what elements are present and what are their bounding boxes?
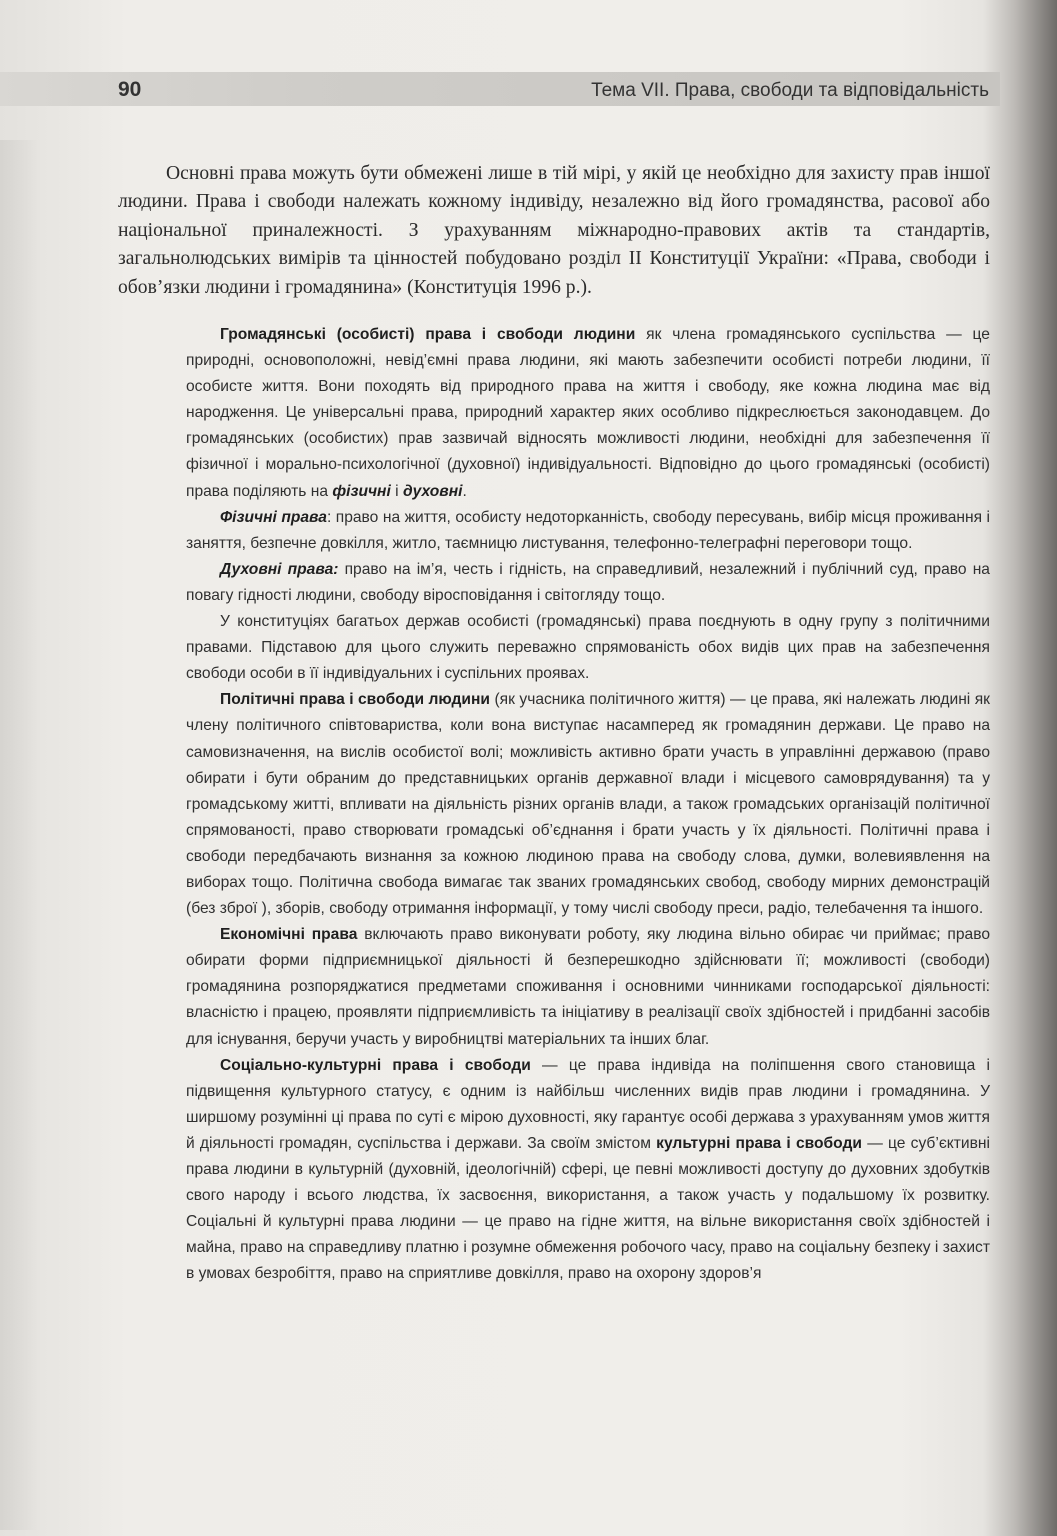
term-spiritual: духовні: [402, 482, 463, 500]
term-civil-rights: Громадянські (особисті) права і свободи людини: [220, 326, 636, 343]
intro-text: Основні права можуть бути обмежені лише в тій мірі, у якій це необхідно для захисту прав іншої людини. Права і свободи належать кожному індивіду, незалежно від його громадянства, расової або національної приналежності. З урахуванням міжнародно-правових актів та стандартів, загальнолюдських вимірів та цінностей побудовано розділ II Конституції України: «Права, свободи і обов’язки людини і громадянина» (Конституція 1996 р.).: [118, 163, 990, 298]
paragraph-economic-rights: Економічні права включають право виконувати роботу, яку людина вільно обирає чи приймає; право обирати форми підприємницької діяльності й безперешкодно здійснювати її; можливості (свободи) громадянина розпоряджатися предметами споживання і основними чинниками господарської діяльності: власністю і працею, проявляти підприємливість та ініціативу в реалізації своїх здібностей і придбанні засобів для існування, беручи участь у виробництві матеріальних та інших благ.: [186, 926, 991, 1048]
term-political-rights: Політичні права і свободи людини: [220, 691, 491, 709]
term-physical-rights: Фізичні права: [220, 508, 327, 526]
paragraph-spiritual-rights: Духовні права: право на ім’я, честь і гідність, на справедливий, незалежний і публічний суд, право на повагу гідності людини, свободу віросповідання і світогляду тощо.: [186, 560, 990, 604]
paragraph-civil-rights: Громадянські (особисті) права і свободи людини як члена громадянського суспільства — це природні, основоположні, невід’ємні права людини, які мають забезпечити особисті потреби людини, її особисте життя. Вони походять від природного права на життя і свободу, яке кожна людина має від народження. Це універсальні права, природний характер яких особливо підкреслюється законодавцем. До громадянських (особистих) прав зазвичай відносять можливості людини, необхідні для забезпечення її фізичної і морально-психологічної (духовної) індивідуальності. Відповідно до цього громадянські (особисті) права поділяють на фізичні і духовні.: [186, 326, 990, 500]
term-economic-rights: Економічні права: [220, 926, 358, 944]
term-cultural-rights: культурні права і свободи: [656, 1134, 862, 1152]
paragraph-political-rights: Політичні права і свободи людини (як учасника політичного життя) — це права, які належать людині як члену політичного співтовариства, коли вона виступає насамперед як громадянин держави. Це право на самовизначення, на вислів особистої волі; можливість активно брати участь в управлінні державою (право обирати і бути обраним до представницьких органів державної влади і місцевого самоврядування) та у громадському житті, впливати на діяльність різних органів влади, а також громадських організацій політичної спрямованості, право створювати громадські об’єднання і брати участь у їх діяльності. Політичні права і свободи передбачають визнання за кожною людиною права на свободу слова, думки, волевиявлення на виборах тощо. Політична свобода вимагає так званих громадянських свобод, свободу мирних демонстрацій (без зброї ), зборів, свободу отримання інформації, у тому числі свободу преси, радіо, телебачення та іншого.: [186, 691, 991, 918]
paragraph-constitutions: У конституціях багатьох держав особисті (громадянські) права поєднують в одну групу з політичними правами. Підставою для цього служить переважно спрямованість обох видів цих прав на забезпечення свободи особи в її індивідуальних і суспільних проявах.: [186, 613, 990, 683]
paragraph-social-rights: Соціально-культурні права і свободи — це права індивіда на поліпшення свого становища і підвищення культурного статусу, є одним із найбільш численних видів прав людини і громадянина. У ширшому розумінні ці права по суті є мірою духовності, яку гарантує особі держава з урахуванням умов життя й діяльності громадян, суспільства і держави. За своїм змістом культурні права і свободи — це суб’єктивні права людини в культурній (духовній, ідеологічній) сфері, це певні можливості доступу до духовних здобутків свого народу і всього людства, їх засвоєння, використання, а також участь у подальшому їх розвитку. Соціальні й культурні права людини — це право на гідне життя, на вільне використання своїх здібностей і майна, право на справедливу платню і розумне обмеження робочого часу, право на соціальну безпеку і захист в умовах безробіття, право на сприятливе довкілля, право на охорону здоров’я: [186, 1056, 990, 1283]
page-spine-shadow: [0, 140, 40, 1530]
term-physical: фізичні: [332, 482, 391, 500]
term-social-rights: Соціально-культурні права і свободи: [220, 1056, 531, 1074]
page-number: 90: [118, 78, 142, 101]
body-text: [186, 322, 990, 1287]
term-spiritual-rights: Духовні права:: [220, 560, 339, 578]
intro-paragraph: [118, 160, 990, 302]
running-head: Тема VII. Права, свободи та відповідальність: [591, 80, 989, 101]
paragraph-physical-rights: Фізичні права: право на життя, особисту недоторканність, свободу пересувань, вибір місця проживання і заняття, безпечне довкілля, житло, таємницю листування, телефонно-телеграфні переговори тощо.: [186, 508, 990, 552]
